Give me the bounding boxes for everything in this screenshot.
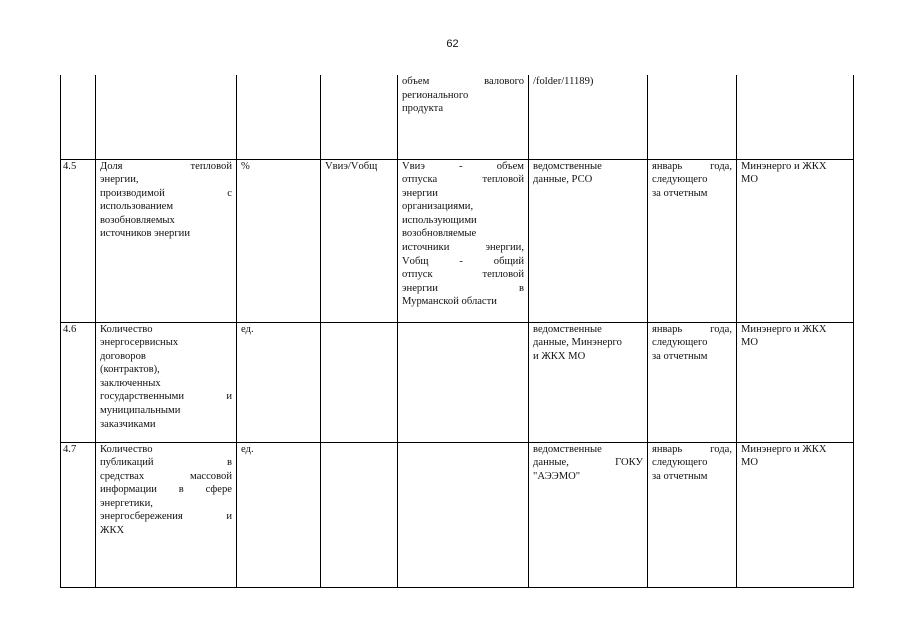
variables-line: продукта xyxy=(402,103,444,115)
indicator-name-cell xyxy=(96,322,237,442)
period-line: следующего xyxy=(652,457,708,469)
variables-line: Vвиэ - объем xyxy=(402,160,524,172)
source-line: данные, ГОКУ xyxy=(533,457,643,469)
unit-cell: % xyxy=(237,159,321,322)
formula-cell xyxy=(321,442,398,587)
table-row xyxy=(61,75,854,159)
formula-cell xyxy=(321,75,398,159)
responsible-line: МО xyxy=(741,337,759,349)
unit-cell xyxy=(237,75,321,159)
name-line: возобновляемых xyxy=(100,214,175,226)
indicators-table xyxy=(60,75,854,588)
source-line: данные, РСО xyxy=(533,174,593,186)
source-line: и ЖКХ МО xyxy=(533,350,586,362)
name-line: источников энергии xyxy=(100,228,191,240)
source-line: ведомственные xyxy=(533,443,602,455)
table-row xyxy=(61,322,854,442)
source-cell xyxy=(529,322,648,442)
name-line: использованием xyxy=(100,201,174,213)
period-cell xyxy=(648,159,737,322)
responsible-line: Минэнерго и ЖКХ xyxy=(741,160,827,172)
formula-cell: Vвиэ/Vобщ xyxy=(321,159,398,322)
row-number: 4.5 xyxy=(61,159,96,322)
period-line: январь года, xyxy=(652,443,732,455)
period-line: следующего xyxy=(652,174,708,186)
name-line: Количество xyxy=(100,443,153,455)
variables-line: источники энергии, xyxy=(402,242,524,254)
variables-line: возобновляемые xyxy=(402,228,477,240)
period-line: январь года, xyxy=(652,323,732,335)
responsible-cell xyxy=(737,75,854,159)
variables-cell xyxy=(398,75,529,159)
formula-cell xyxy=(321,322,398,442)
source-line: "АЭЭМО" xyxy=(533,470,581,482)
name-line: энергосервисных xyxy=(100,337,179,349)
name-line: (контрактов), xyxy=(100,364,160,376)
name-line: энергосбережения и xyxy=(100,511,232,523)
name-line: Доля тепловой xyxy=(100,160,232,172)
source-line: ведомственные xyxy=(533,160,602,172)
name-line: заключенных xyxy=(100,377,161,389)
responsible-line: МО xyxy=(741,457,759,469)
source-cell xyxy=(529,159,648,322)
variables-line: Мурманской области xyxy=(402,296,497,308)
source-line: ведомственные xyxy=(533,323,602,335)
responsible-cell xyxy=(737,159,854,322)
period-cell xyxy=(648,442,737,587)
responsible-cell xyxy=(737,322,854,442)
indicator-name-cell xyxy=(96,442,237,587)
variables-line: отпуска тепловой xyxy=(402,174,524,186)
table-row xyxy=(61,159,854,322)
period-line: за отчетным xyxy=(652,187,708,199)
row-number: 4.6 xyxy=(61,322,96,442)
period-line: за отчетным xyxy=(652,350,708,362)
row-number: 4.7 xyxy=(61,442,96,587)
period-cell xyxy=(648,322,737,442)
period-line: за отчетным xyxy=(652,470,708,482)
variables-line: регионального xyxy=(402,89,469,101)
table-row xyxy=(61,442,854,587)
unit-cell: ед. xyxy=(237,442,321,587)
name-line: производимой с xyxy=(100,187,232,199)
variables-cell xyxy=(398,442,529,587)
indicator-name-cell xyxy=(96,75,237,159)
name-line: заказчиками xyxy=(100,418,156,430)
period-line: следующего xyxy=(652,337,708,349)
variables-line: объем валового xyxy=(402,76,524,87)
variables-line: энергии xyxy=(402,187,438,199)
variables-line: использующими xyxy=(402,214,477,226)
source-line: /folder/11189) xyxy=(533,76,594,87)
source-line: данные, Минэнерго xyxy=(533,337,622,349)
unit-cell: ед. xyxy=(237,322,321,442)
responsible-line: Минэнерго и ЖКХ xyxy=(741,443,827,455)
name-line: Количество xyxy=(100,323,153,335)
variables-line: отпуск тепловой xyxy=(402,269,524,281)
variables-line: Vобщ - общий xyxy=(402,255,524,267)
name-line: государственными и xyxy=(100,391,232,403)
name-line: муниципальными xyxy=(100,405,181,417)
responsible-line: МО xyxy=(741,174,759,186)
name-line: энергии, xyxy=(100,174,139,186)
period-cell xyxy=(648,75,737,159)
responsible-cell xyxy=(737,442,854,587)
variables-cell xyxy=(398,322,529,442)
source-cell xyxy=(529,442,648,587)
source-cell xyxy=(529,75,648,159)
responsible-line: Минэнерго и ЖКХ xyxy=(741,323,827,335)
page-number: 62 xyxy=(446,38,459,50)
name-line: договоров xyxy=(100,350,146,362)
indicator-name-cell xyxy=(96,159,237,322)
row-number xyxy=(61,75,96,159)
variables-line: организациями, xyxy=(402,201,474,213)
variables-line: энергии в xyxy=(402,282,524,294)
period-line: январь года, xyxy=(652,160,732,172)
variables-cell xyxy=(398,159,529,322)
name-line: публикаций в xyxy=(100,457,232,469)
name-line: ЖКХ xyxy=(100,525,125,537)
name-line: информации в сфере xyxy=(100,484,232,496)
name-line: средствах массовой xyxy=(100,470,232,482)
name-line: энергетики, xyxy=(100,497,153,509)
